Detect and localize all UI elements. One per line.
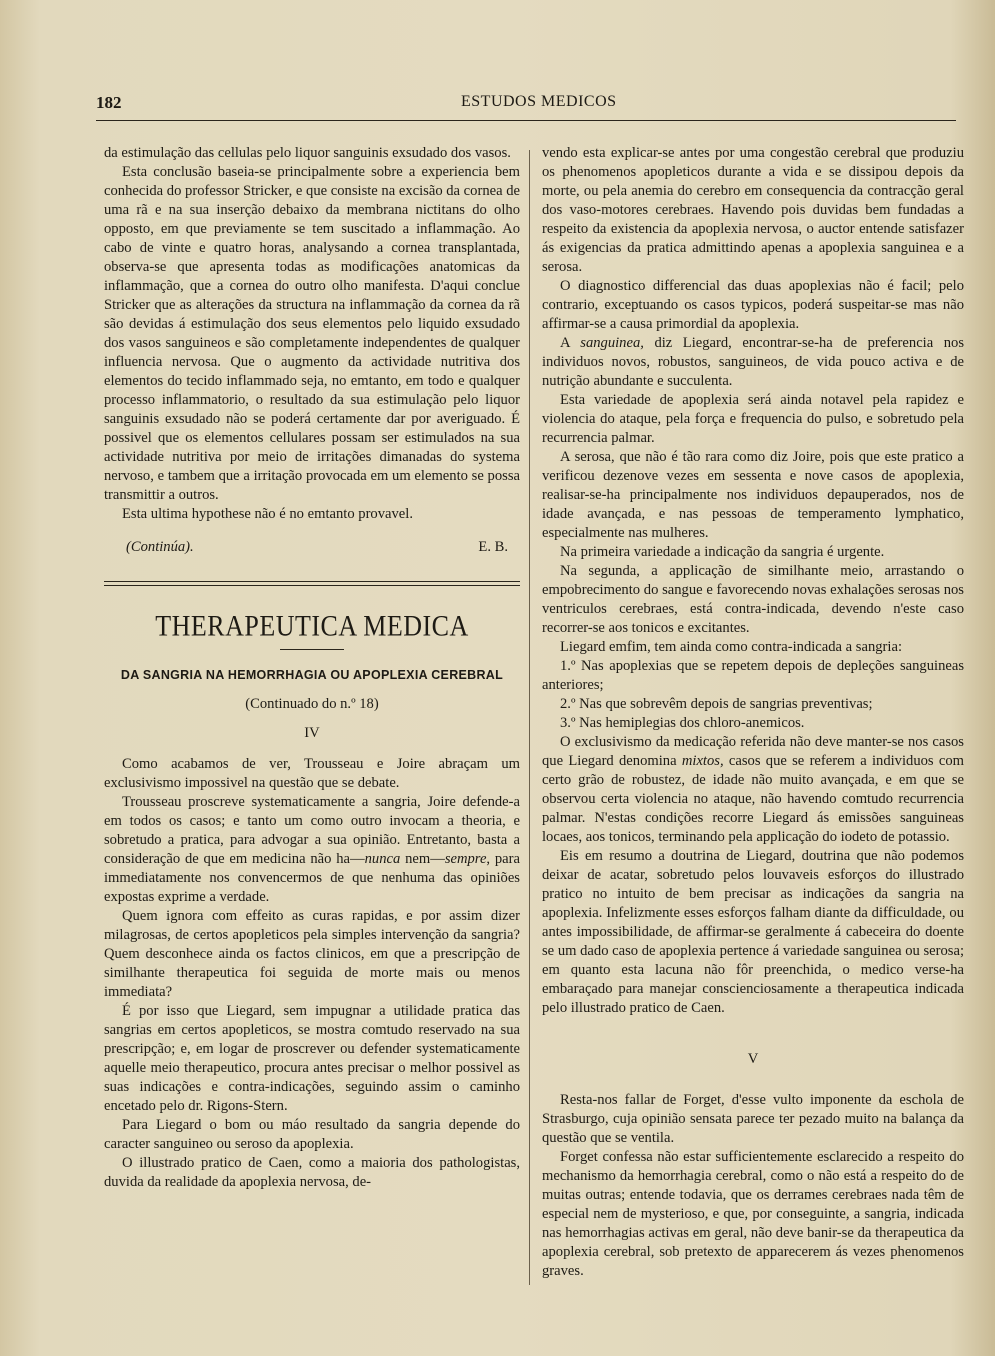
emphasis: sempre [444,851,487,867]
paragraph: Forget confessa não estar sufficientemente esclarecido a respeito do mechanismo da hemorrhagia cerebral, como o não está a respeito do de muitas outras; entende todavia, que os derrames cerebraes nada têm de especial nem de mysterioso, e que, por conseguinte, a sangria, indicada nas hemorrhagias activas em geral, não deve banir-se da therapeutica da apoplexia cerebral, sob pretexto de apparecerem ás vezes phenomenos graves. [542,1149,964,1279]
right-column [542,144,964,1281]
text-run: casos que se referem a individuos com certo grão de robustez, de idade não muito avançada, e em que se observou certa violencia no ataque, não havendo comtudo recurrencia palmar. N'estas condições recorre Liegard ás emissões sanguineas locaes, aos tonicos, terminando pela applicação do iodeto de potassio. [542,753,964,845]
paragraph [104,793,520,907]
paragraph: da estimulação das cellulas pelo liquor sanguinis exsudado dos vasos. [104,145,511,161]
column-divider [529,150,530,1285]
text-run: A [560,335,581,351]
paragraph: Liegard emfim, tem ainda como contra-indicada a sangria: [560,639,902,655]
list-item: 2.º Nas que sobrevêm depois de sangrias preventivas; [560,696,873,712]
header-rule [96,120,956,121]
paragraph: Na segunda, a applicação de similhante meio, arrastando o empobrecimento do sangue e favorecendo novas exhalações serosas nos ventriculos cerebraes, está contra-indicada, devendo n'este caso recorrer-se aos tonicos e excitantes. [542,563,964,636]
page-header [96,93,956,117]
text-run: diz Liegard, encontrar-se-ha de preferencia nos individuos novos, robustos, sanguineos, de vida pouco activa e de nutrição abundante e succulenta. [542,335,964,389]
author-initials: E. B. [478,539,508,555]
signature-row [104,538,520,557]
text-run: nem— [400,851,445,867]
paragraph: O illustrado pratico de Caen, como a maioria dos pathologistas, duvida da realidade da apoplexia nervosa, de- [104,1155,520,1190]
part-number: IV [304,725,320,741]
paragraph: Na primeira variedade a indicação da sangria é urgente. [560,544,885,560]
list-item: 3.º Nas hemiplegias dos chloro-anemicos. [560,715,805,731]
running-head: ESTUDOS MEDICOS [461,93,617,110]
paragraph: Quem ignora com effeito as curas rapidas, e por assim dizer milagrosas, de certos apopleticos pela simples intervenção da sangria? Quem desconhece ainda os factos clinicos, em que a prescripção de similhante therapeutica foi seguida de morte mais ou menos immediata? [104,908,520,1000]
part-number: V [747,1051,759,1067]
page-number: 182 [96,93,122,112]
text-run: , para immediatamente nos convencermos de que nenhuma das opiniões expostas exprime a verdade. [104,851,520,905]
paragraph: Esta ultima hypothese não é no emtanto provavel. [122,506,413,522]
paragraph [542,733,964,847]
title-rule [280,649,344,650]
article-title: DA SANGRIA NA HEMORRHAGIA OU APOPLEXIA CEREBRAL [120,668,504,682]
paragraph: Para Liegard o bom ou máo resultado da sangria depende do caracter sanguineo ou seroso da apoplexia. [104,1117,520,1152]
paragraph: A serosa, que não é tão rara como diz Joire, pois que este pratico a verificou dezenove vezes em sessenta e nove casos de apoplexia, realisar-se-ha principalmente nos individuos depauperados, nos de idade avançada, e nas pessoas de temperamento lymphatico, especialmente nas mulheres. [542,449,964,541]
text-run: O exclusivismo da medicação referida não deve manter-se nos casos que Liegard denomina [542,734,964,769]
continua-note: (Continúa). [126,539,194,555]
left-column [104,144,520,1192]
paragraph: Eis em resumo a doutrina de Liegard, doutrina que não podemos deixar de acatar, sobretudo pelos louvaveis esforços do illustrado pratico no intuito de bem precisar as indicações da sangria na apoplexia. Infelizmente esses esforços falham diante da difficuldade, ou antes impossibilidade, de affirmar-se geralmente á cabeceira do doente se um dado caso de apoplexia pertence á variedade sanguinea ou serosa; em quanto esta lacuna não fôr preenchida, o medico verse-ha embaraçado para manejar conscienciosamente a therapeutica indicada pelo illustrado pratico de Caen. [542,848,964,1016]
paragraph: Esta conclusão baseia-se principalmente sobre a experiencia bem conhecida do professor Stricker, e que consiste na excisão da cornea de uma rã e na sua inserção debaixo da membrana nictitans do olho opposto, em que previamente se tem suscitado a inflammação. Ao cabo de vinte e quatro horas, analysando a cornea transplantada, observa-se que apresenta todas as modificações anatomicas da inflammação, que a cornea do outro olho manifesta. D'aqui conclue Stricker que as alterações da structura na inflammação da cornea da rã são devidas á estimulação dos seus elementos pelo liquido exsudado dos vasos sanguineos e são completamente independentes de qualquer influencia nervosa. Que o augmento da actividade nutritiva dos elementos do tecido inflammado seja, no emtanto, em todo e qualquer processo inflammatorio, o resultado da sua estimulação pelo liquor sanguinis exsudado não se poderá certamente dar por averiguado. É possivel que os elementos cellulares possam ser estimulados na sua actividade nutritiva por meio de irritações dimanadas do systema nervoso, e tambem que a irritação provocada em um elemento se possa transmittir a outros. [104,164,520,503]
section-rule [104,581,520,582]
section-title: THERAPEUTICA MEDICA [155,608,469,643]
emphasis: sanguinea, [580,335,644,351]
paragraph: Resta-nos fallar de Forget, d'esse vulto imponente da eschola de Strasburgo, cuja opinião sensata parece ter pezado muito na balança da questão que se ventila. [542,1092,964,1146]
text-run: Trousseau proscreve systematicamente a sangria, Joire defende-a em todos os casos; e tanto um como outro invocam a theoria, e sobretudo a pratica, para advogar a sua opinião. Entretanto, basta a consideração de que em medicina não ha— [104,794,520,867]
paragraph: É por isso que Liegard, sem impugnar a utilidade pratica das sangrias em certos apopleticos, se mostra comtudo reservado na sua prescripção; e, em logar de proscrever ou defender systematicamente aquelle meio therapeutico, procura antes precisar o melhor possivel as suas indicações e contra-indicações, seguindo assim o caminho encetado pelo dr. Rigons-Stern. [104,1003,520,1114]
paragraph: Como acabamos de ver, Trousseau e Joire abraçam um exclusivismo impossivel na questão que se debate. [104,756,520,791]
paragraph [542,334,964,391]
continuation-note: (Continuado do n.º 18) [245,696,379,712]
paragraph: vendo esta explicar-se antes por uma congestão cerebral que produziu os phenomenos apopleticos durante a vida e se dissipou depois da morte, ou pela anemia do cerebro em consequencia da contracção geral dos vaso-motores cerebraes. Havendo pois duvidas bem fundadas a respeito da existencia da apoplexia nervosa, o auctor entende satisfazer ás exigencias da pratica admittindo apenas a apoplexia sanguinea e a serosa. [542,145,964,275]
emphasis: nunca [364,851,401,867]
section-rule-thin [104,585,520,586]
list-item: 1.º Nas apoplexias que se repetem depois de depleções sanguineas anteriores; [542,658,964,693]
emphasis: mixtos, [681,753,724,769]
paragraph: O diagnostico differencial das duas apoplexias não é facil; pelo contrario, exceptuando os casos typicos, poderá suspeitar-se mas não affirmar-se a causa primordial da apoplexia. [542,278,964,332]
paragraph: Esta variedade de apoplexia será ainda notavel pela rapidez e violencia do ataque, pela força e frequencia do pulso, e sobretudo pela recurrencia palmar. [542,392,964,446]
